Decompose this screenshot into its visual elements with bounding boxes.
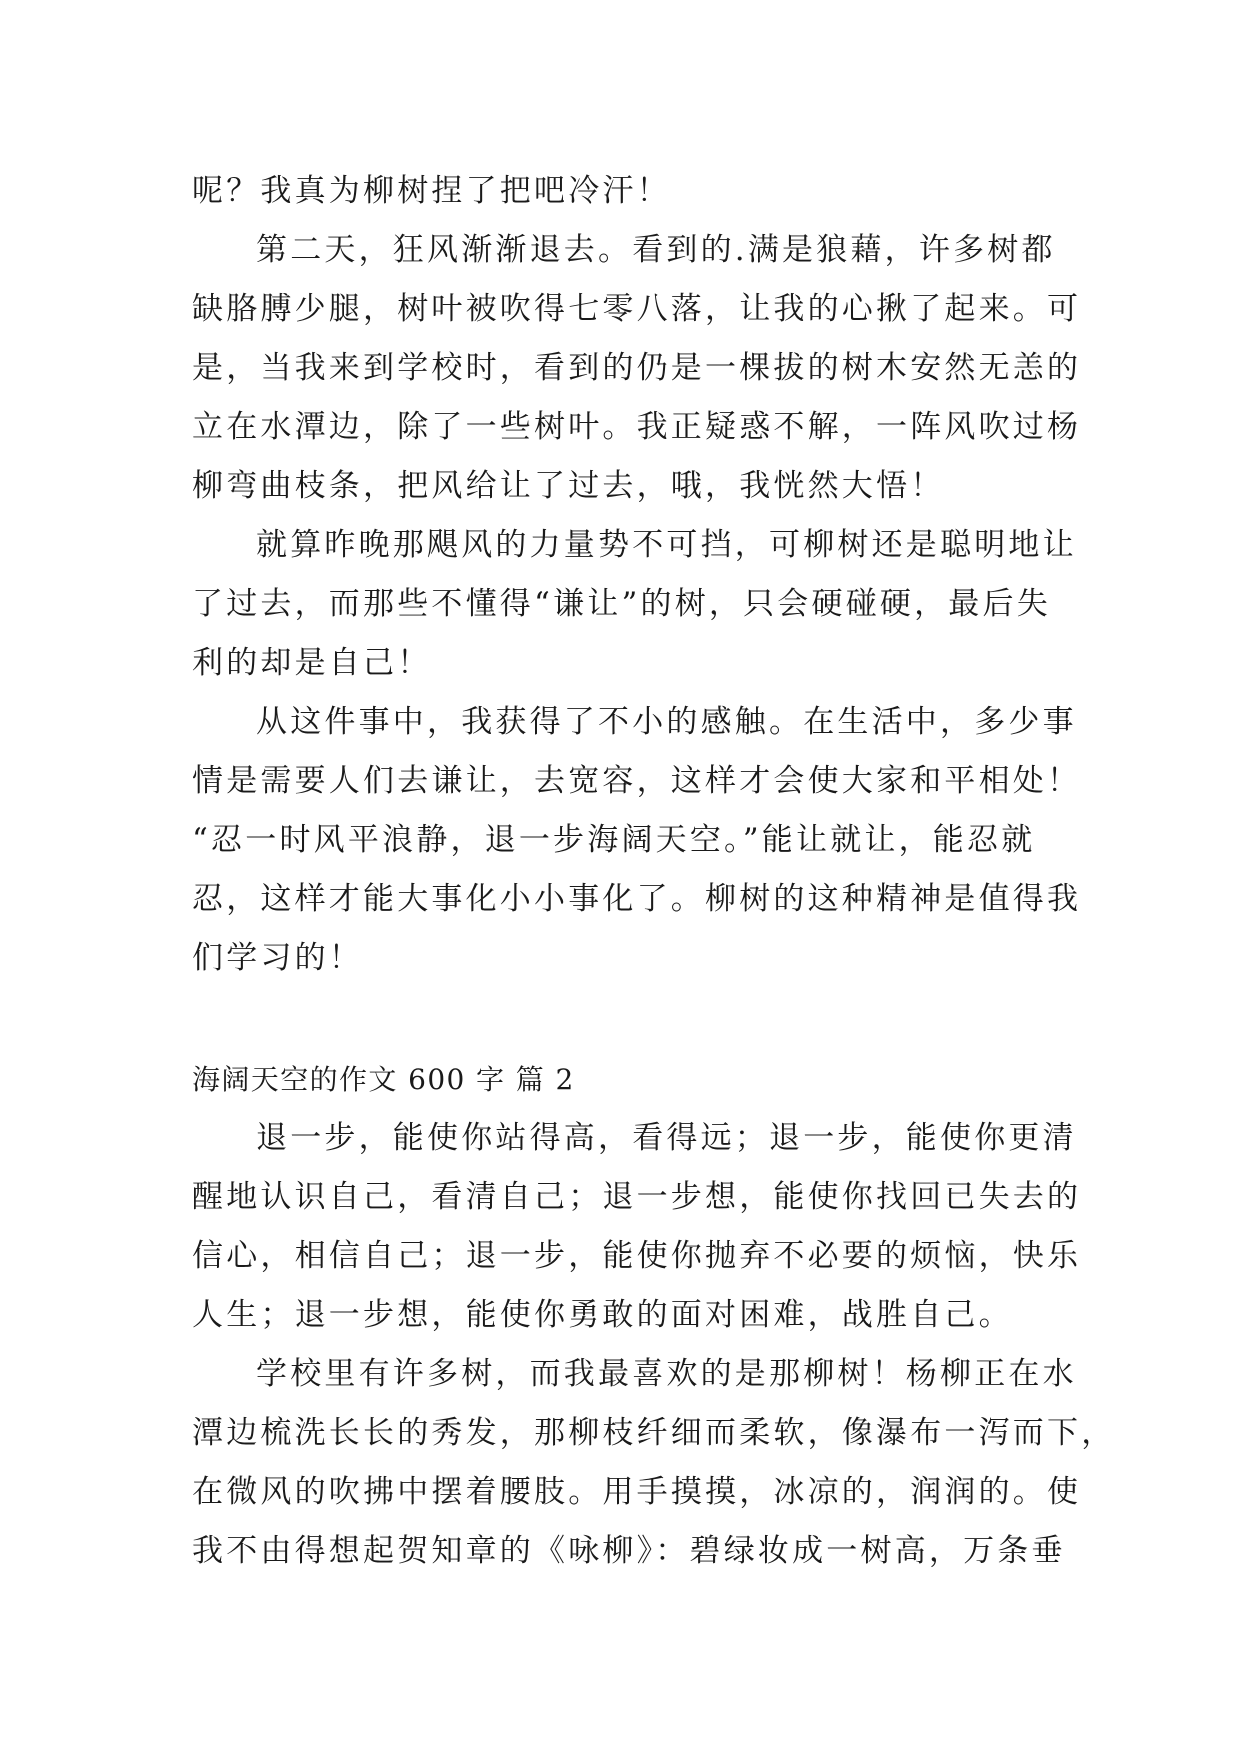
paragraph-line: 第二天，狂风渐渐退去。看到的.满是狼藉，许多树都 xyxy=(256,232,1056,268)
paragraph-line: 是，当我来到学校时，看到的仍是一棵拔的树木安然无恙的 xyxy=(192,350,1082,386)
paragraph-line: 情是需要人们去谦让，去宽容，这样才会使大家和平相处！ xyxy=(192,763,1082,799)
paragraph-line: 呢？我真为柳树捏了把吧冷汗！ xyxy=(192,173,671,209)
paragraph-line: 从这件事中，我获得了不小的感触。在生活中，多少事 xyxy=(256,704,1077,740)
paragraph-line: 了过去，而那些不懂得“谦让”的树，只会硬碰硬，最后失 xyxy=(192,586,1051,622)
paragraph-line: 退一步，能使你站得高，看得远；退一步，能使你更清 xyxy=(256,1120,1077,1156)
paragraph-line: 缺胳膊少腿，树叶被吹得七零八落，让我的心揪了起来。可 xyxy=(192,291,1082,327)
paragraph-line: 醒地认识自己，看清自己；退一步想，能使你找回已失去的 xyxy=(192,1179,1082,1215)
paragraph-line: 我不由得想起贺知章的《咏柳》：碧绿妆成一树高，万条垂 xyxy=(192,1533,1066,1569)
paragraph-line: 在微风的吹拂中摆着腰肢。用手摸摸，冰凉的，润润的。使 xyxy=(192,1474,1082,1510)
paragraph-line: 柳弯曲枝条，把风给让了过去，哦，我恍然大悟！ xyxy=(192,468,945,504)
paragraph-line: 利的却是自己！ xyxy=(192,645,432,681)
paragraph-line: 立在水潭边，除了一些树叶。我正疑惑不解，一阵风吹过杨 xyxy=(192,409,1082,445)
paragraph-line: 忍，这样才能大事化小小事化了。柳树的这种精神是值得我 xyxy=(192,881,1082,917)
paragraph-line: “忍一时风平浪静，退一步海阔天空。”能让就让，能忍就 xyxy=(192,822,1036,858)
paragraph-line: 人生；退一步想，能使你勇敢的面对困难，战胜自己。 xyxy=(192,1297,1013,1333)
paragraph-line: 潭边梳洗长长的秀发，那柳枝纤细而柔软，像瀑布一泻而下， xyxy=(192,1415,1116,1451)
paragraph-line: 就算昨晚那飓风的力量势不可挡，可柳树还是聪明地让 xyxy=(256,527,1077,563)
section-heading: 海阔天空的作文 600 字 篇 2 xyxy=(192,1063,575,1096)
paragraph-line: 学校里有许多树，而我最喜欢的是那柳树！杨柳正在水 xyxy=(256,1356,1077,1392)
document-body xyxy=(192,162,1116,1581)
paragraph-line: 信心，相信自己；退一步，能使你抛弃不必要的烦恼，快乐 xyxy=(192,1238,1082,1274)
paragraph-line: 们学习的！ xyxy=(192,940,363,976)
section-gap xyxy=(192,988,1052,1050)
